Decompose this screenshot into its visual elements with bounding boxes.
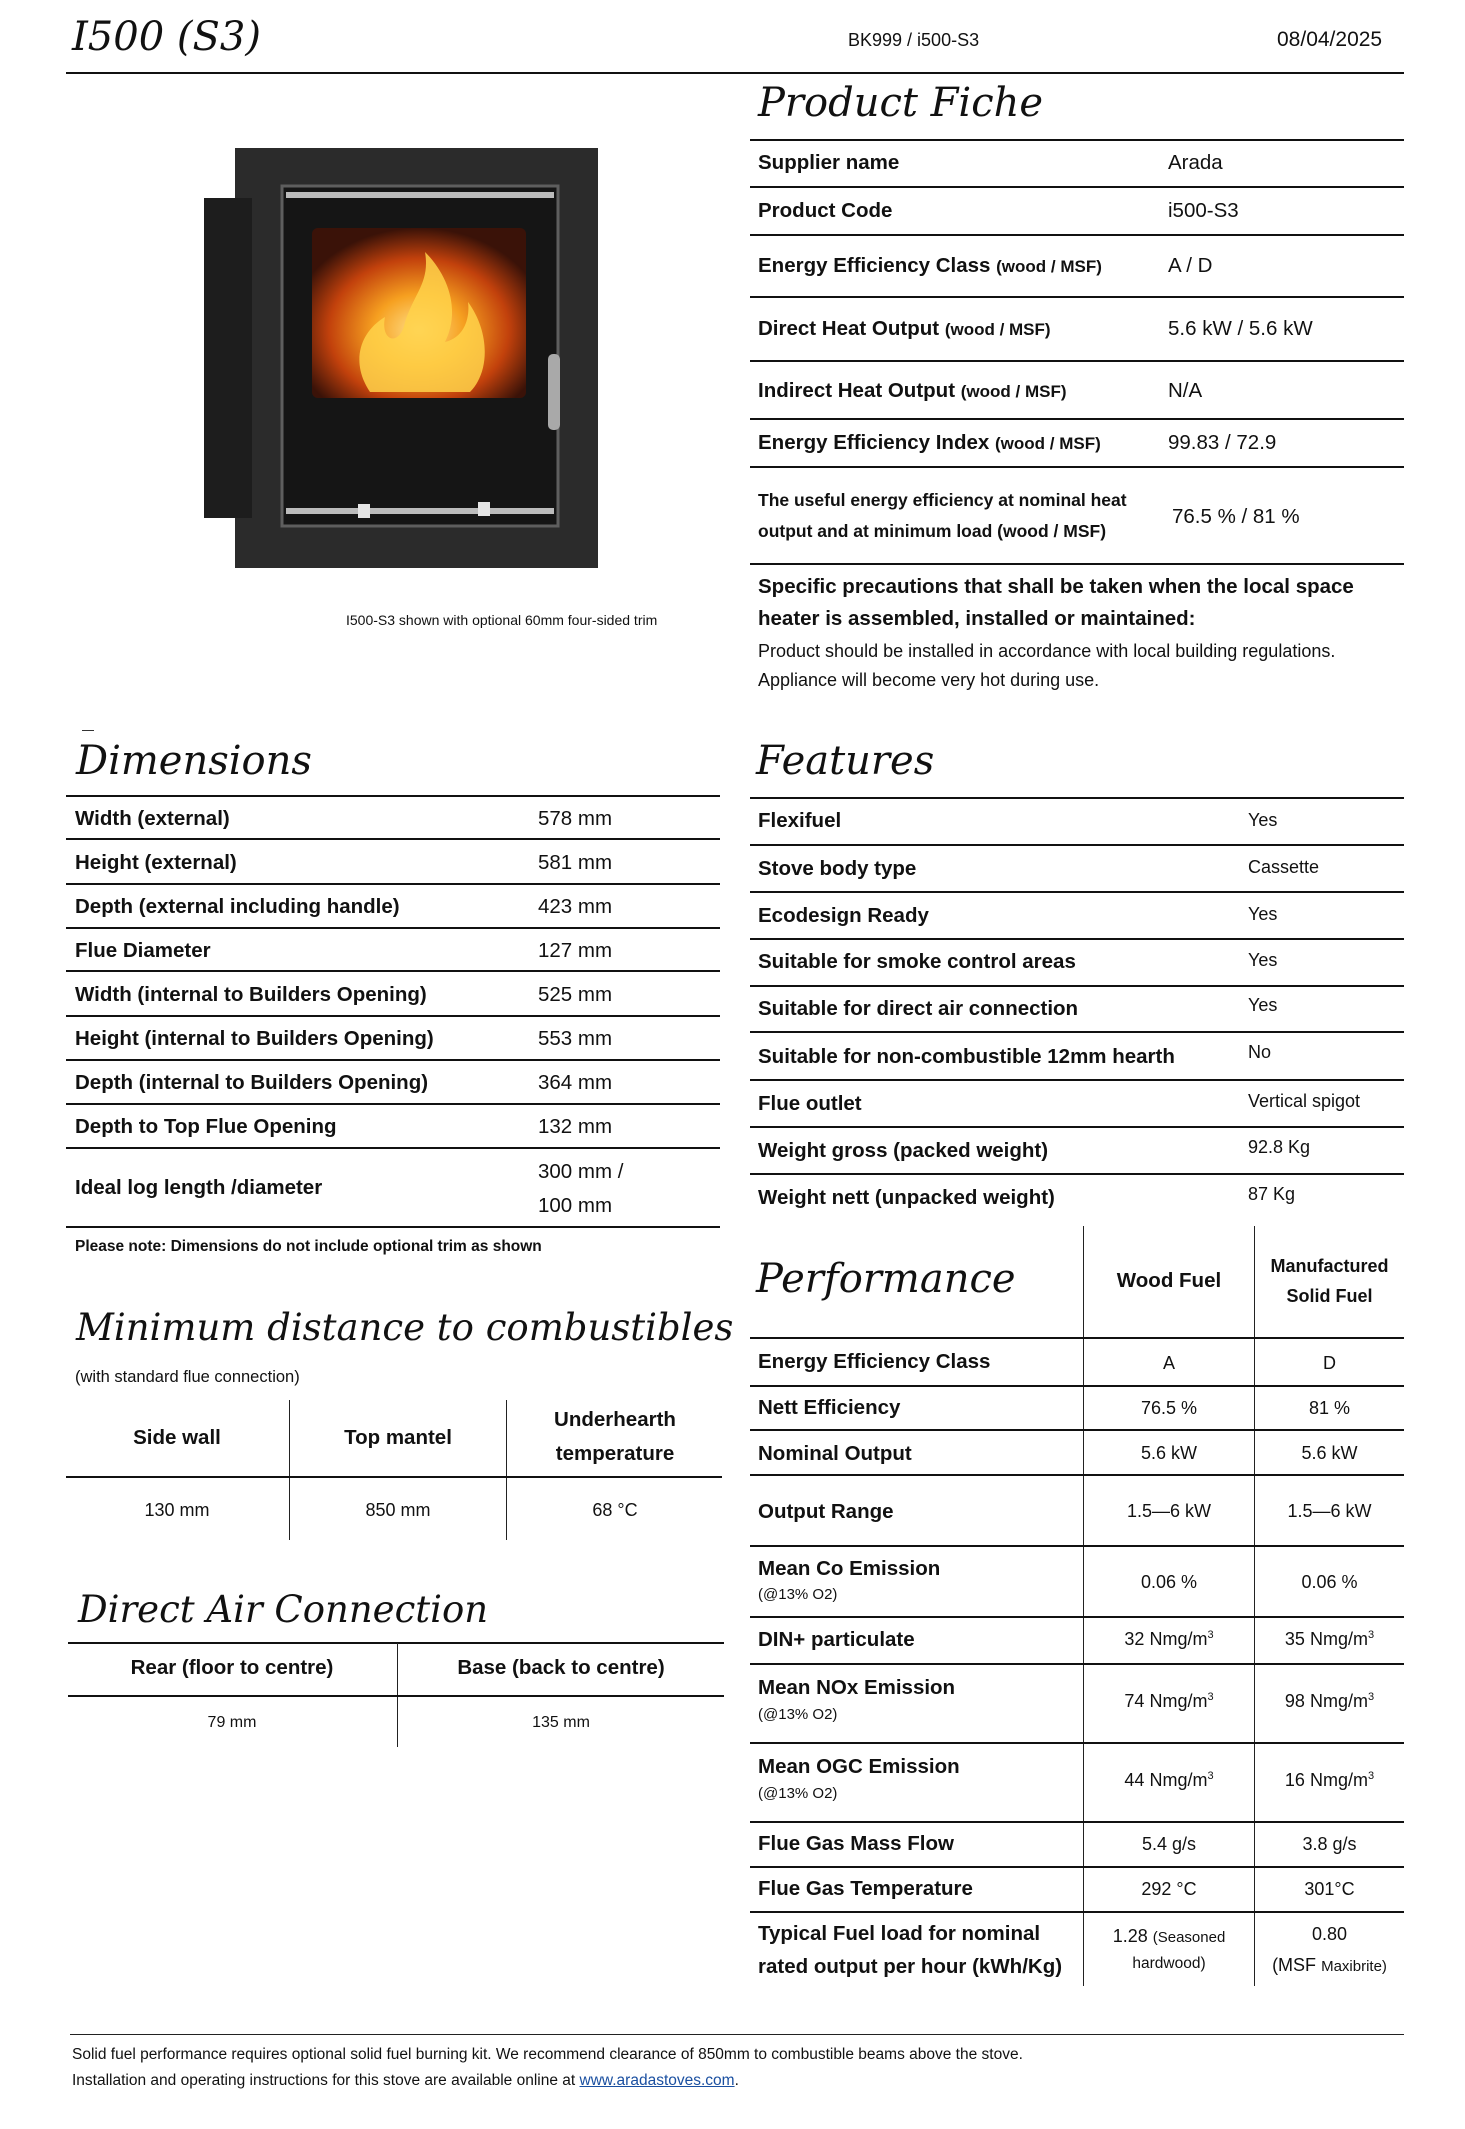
direct-air-top-rule	[68, 1642, 724, 1644]
dimensions-dash	[82, 730, 94, 731]
fiche-row-supplier-value: Arada	[1168, 151, 1223, 174]
dim-row-value: 525 mm	[538, 983, 613, 1006]
perf-row-wood: 1.5—6 kW	[1126, 1501, 1212, 1521]
dim-row-label: Height (internal to Builders Opening)	[75, 1027, 434, 1050]
image-caption: I500-S3 shown with optional 60mm four-sided trim	[346, 612, 658, 628]
perf-wood-text: 74 Nmg/m	[1124, 1691, 1208, 1711]
perf-fuel-wood-value: 1.28	[1112, 1926, 1148, 1946]
unit-superscript: 3	[1367, 1691, 1375, 1703]
dimensions-title: Dimensions	[76, 738, 312, 784]
performance-top-rule	[750, 1337, 1404, 1339]
perf-row-msf: 5.6 kW	[1301, 1443, 1358, 1463]
perf-row-wood: A	[1162, 1353, 1175, 1373]
features-title: Features	[756, 738, 935, 784]
dimensions-top-rule	[66, 795, 720, 797]
perf-row-sub: (@13% O2)	[758, 1706, 838, 1723]
perf-rule	[750, 1821, 1404, 1823]
feature-rule	[750, 985, 1404, 987]
perf-fuel-msf-2	[1255, 1955, 1404, 1976]
fiche-rule	[750, 234, 1404, 236]
feature-row-value: Yes	[1248, 950, 1278, 970]
fiche-rule	[750, 418, 1404, 420]
feature-row-label: Weight gross (packed weight)	[758, 1139, 1049, 1162]
performance-col-msf-1: Manufactured	[1270, 1256, 1389, 1276]
perf-row-label: Flue Gas Mass Flow	[758, 1832, 954, 1855]
feature-row-value: 87 Kg	[1248, 1184, 1296, 1204]
feature-row-label: Flue outlet	[758, 1092, 862, 1115]
perf-row-msf	[1255, 1629, 1404, 1650]
perf-rule	[750, 1545, 1404, 1547]
unit-superscript: 3	[1367, 1629, 1375, 1641]
direct-air-header-base: Base (back to centre)	[457, 1656, 665, 1679]
feature-row-label: Weight nett (unpacked weight)	[758, 1186, 1055, 1209]
perf-row-label: DIN+ particulate	[758, 1628, 915, 1651]
dim-row-value: 423 mm	[538, 895, 613, 918]
dim-row-label: Width (internal to Builders Opening)	[75, 983, 427, 1006]
feature-rule	[750, 844, 1404, 846]
min-distance-header-top: Top mantel	[344, 1426, 452, 1449]
direct-air-value-base: 135 mm	[532, 1714, 590, 1731]
perf-msf-text: 35 Nmg/m	[1284, 1629, 1368, 1649]
fiche-useful-line1: The useful energy efficiency at nominal heat	[758, 490, 1127, 510]
min-distance-value-top: 850 mm	[365, 1500, 431, 1520]
stove-bottom-bar	[286, 508, 554, 514]
fiche-row-code-label: Product Code	[758, 199, 893, 222]
min-distance-header-side: Side wall	[133, 1426, 221, 1449]
precautions-heading-1: Specific precautions that shall be taken when the local space	[758, 575, 1354, 598]
dim-row-label: Depth to Top Flue Opening	[75, 1115, 337, 1138]
perf-row-label: Flue Gas Temperature	[758, 1877, 973, 1900]
fiche-rule	[750, 360, 1404, 362]
feature-row-value: 92.8 Kg	[1248, 1137, 1311, 1157]
perf-row-label: Output Range	[758, 1500, 894, 1523]
website-link[interactable]: www.aradastoves.com	[579, 2072, 735, 2089]
performance-divider	[1083, 1226, 1084, 1986]
stove-image	[200, 142, 600, 574]
dim-row-label: Depth (external including handle)	[75, 895, 400, 918]
precautions-heading-2: heater is assembled, installed or maintained:	[758, 607, 1196, 630]
dim-row-value: 578 mm	[538, 807, 613, 830]
perf-rule	[750, 1385, 1404, 1387]
direct-air-rule	[68, 1695, 724, 1697]
feature-row-label: Ecodesign Ready	[758, 904, 929, 927]
fiche-row-indirect-label	[758, 379, 1067, 403]
dim-rule	[66, 1226, 720, 1228]
fiche-row-direct-label	[758, 317, 1051, 341]
footer-line-1: Solid fuel performance requires optional solid fuel burning kit. We recommend clearance of 850mm to combustible beams above the stove.	[72, 2046, 1023, 2063]
dim-row-value: 132 mm	[538, 1115, 613, 1138]
feature-row-value: Yes	[1248, 995, 1278, 1015]
unit-superscript: 3	[1207, 1629, 1214, 1641]
perf-row-label: Nett Efficiency	[758, 1396, 901, 1419]
dimensions-note: Please note: Dimensions do not include optional trim as shown	[75, 1238, 542, 1255]
perf-rule	[750, 1616, 1404, 1618]
dim-row-label: Height (external)	[75, 851, 237, 874]
air-slider-left	[358, 504, 370, 518]
perf-rule	[750, 1474, 1404, 1476]
footer-rule	[70, 2034, 1404, 2035]
perf-row-wood: 0.06 %	[1140, 1572, 1198, 1592]
dim-rule	[66, 927, 720, 929]
perf-fuel-msf-note: Maxibrite)	[1321, 1958, 1387, 1975]
stove-body-side	[204, 198, 252, 518]
footer-line-2	[72, 2072, 739, 2090]
perf-row-msf: 3.8 g/s	[1302, 1834, 1357, 1854]
perf-row-label: Mean NOx Emission	[758, 1676, 956, 1699]
feature-row-value: No	[1248, 1042, 1272, 1062]
document-title: I500 (S3)	[72, 14, 261, 60]
dim-row-value: 127 mm	[538, 939, 613, 962]
feature-row-value: Yes	[1248, 810, 1278, 830]
perf-fuel-label-1: Typical Fuel load for nominal	[758, 1922, 1041, 1945]
fiche-row-class-label	[758, 254, 1102, 278]
perf-row-msf: D	[1323, 1353, 1336, 1373]
stove-top-bar	[286, 192, 554, 198]
perf-wood-text: 44 Nmg/m	[1124, 1770, 1208, 1790]
fiche-rule	[750, 466, 1404, 468]
performance-col-msf-2: Solid Fuel	[1286, 1286, 1373, 1306]
air-slider-right	[478, 502, 490, 516]
feature-row-value: Vertical spigot	[1248, 1091, 1361, 1111]
min-distance-divider	[506, 1400, 507, 1540]
fiche-row-index-value: 99.83 / 72.9	[1168, 431, 1277, 454]
perf-row-msf	[1255, 1770, 1404, 1791]
perf-fuel-wood-2: hardwood)	[1132, 1955, 1206, 1972]
perf-row-label: Energy Efficiency Class	[758, 1350, 991, 1373]
perf-fuel-wood-note: (Seasoned	[1152, 1929, 1226, 1946]
perf-row-wood: 5.4 g/s	[1141, 1834, 1197, 1854]
fiche-rule	[750, 186, 1404, 188]
perf-rule	[750, 1429, 1404, 1431]
perf-fuel-label-2: rated output per hour (kWh/Kg)	[758, 1955, 1063, 1978]
feature-row-label: Suitable for non-combustible 12mm hearth	[758, 1045, 1175, 1068]
dim-rule	[66, 883, 720, 885]
perf-rule	[750, 1742, 1404, 1744]
min-distance-header-underhearth: Underhearth	[554, 1408, 676, 1431]
unit-superscript: 3	[1367, 1770, 1375, 1782]
fiche-rule	[750, 296, 1404, 298]
fiche-row-class-value: A / D	[1168, 254, 1213, 277]
perf-row-msf: 0.06 %	[1301, 1572, 1358, 1592]
min-distance-value-underhearth: 68 °C	[592, 1500, 638, 1520]
fiche-row-code-value: i500-S3	[1168, 199, 1239, 222]
perf-row-label: Mean OGC Emission	[758, 1755, 960, 1778]
performance-title: Performance	[756, 1256, 1016, 1302]
fiche-row-direct-qual: (wood / MSF)	[944, 320, 1051, 339]
dim-rule	[66, 970, 720, 972]
feature-rule	[750, 1126, 1404, 1128]
dim-rule	[66, 1103, 720, 1105]
feature-rule	[750, 1031, 1404, 1033]
min-distance-rule	[66, 1476, 722, 1478]
perf-row-label: Mean Co Emission	[758, 1557, 941, 1580]
dim-row-label: Width (external)	[75, 807, 230, 830]
dim-rule	[66, 838, 720, 840]
dim-rule	[66, 1059, 720, 1061]
feature-row-label: Stove body type	[758, 857, 917, 880]
perf-row-msf: 301°C	[1304, 1879, 1355, 1899]
feature-row-label: Suitable for smoke control areas	[758, 950, 1076, 973]
unit-superscript: 3	[1207, 1770, 1214, 1782]
direct-air-value-rear: 79 mm	[207, 1714, 257, 1731]
fiche-row-class-qual: (wood / MSF)	[996, 257, 1102, 276]
perf-rule	[750, 1911, 1404, 1913]
feature-rule	[750, 938, 1404, 940]
feature-row-value: Cassette	[1248, 857, 1320, 877]
dim-row-label: Flue Diameter	[75, 939, 211, 962]
header-rule	[66, 72, 1404, 74]
performance-col-wood: Wood Fuel	[1116, 1269, 1222, 1292]
perf-rule	[750, 1663, 1404, 1665]
precautions-text-1: Product should be installed in accordance with local building regulations.	[758, 641, 1336, 661]
perf-fuel-wood-1	[1084, 1926, 1254, 1947]
footer-period: .	[734, 2072, 739, 2089]
dim-log-value-1: 300 mm /	[538, 1160, 624, 1183]
perf-row-msf: 1.5—6 kW	[1287, 1501, 1372, 1521]
unit-superscript: 3	[1207, 1691, 1214, 1703]
performance-divider	[1254, 1226, 1255, 1986]
fiche-row-indirect-qual: (wood / MSF)	[960, 382, 1067, 401]
perf-row-wood	[1084, 1691, 1254, 1712]
fiche-row-supplier-label: Supplier name	[758, 151, 900, 174]
min-distance-header-underhearth-2: temperature	[555, 1442, 675, 1465]
perf-wood-text: 32 Nmg/m	[1124, 1629, 1208, 1649]
perf-row-sub: (@13% O2)	[758, 1586, 838, 1603]
fiche-row-class-text: Energy Efficiency Class	[758, 254, 991, 277]
perf-msf-text: 16 Nmg/m	[1284, 1770, 1368, 1790]
features-top-rule	[750, 797, 1404, 799]
fiche-useful-line2: output and at minimum load (wood / MSF)	[758, 521, 1107, 541]
dim-row-value: 581 mm	[538, 851, 613, 874]
dim-row-value: 553 mm	[538, 1027, 613, 1050]
precautions-text-2: Appliance will become very hot during use.	[758, 670, 1100, 690]
perf-row-wood: 76.5 %	[1140, 1398, 1198, 1418]
feature-rule	[750, 891, 1404, 893]
stove-handle	[548, 354, 560, 430]
perf-row-wood	[1084, 1770, 1254, 1791]
fiche-row-indirect-value: N/A	[1168, 379, 1203, 402]
fiche-row-index-qual: (wood / MSF)	[994, 434, 1101, 453]
perf-row-label: Nominal Output	[758, 1442, 912, 1465]
dim-log-label: Ideal log length /diameter	[75, 1176, 323, 1199]
product-fiche-title: Product Fiche	[758, 80, 1044, 126]
dim-row-value: 364 mm	[538, 1071, 613, 1094]
dim-rule	[66, 1015, 720, 1017]
perf-msf-text: 98 Nmg/m	[1284, 1691, 1368, 1711]
document-date: 08/04/2025	[1277, 28, 1383, 51]
fiche-rule	[750, 563, 1404, 565]
feature-rule	[750, 1079, 1404, 1081]
footer-line-2-text: Installation and operating instructions for this stove are available online at	[72, 2072, 576, 2089]
min-distance-value-side: 130 mm	[144, 1500, 210, 1520]
min-distance-title: Minimum distance to combustibles	[76, 1306, 734, 1349]
perf-row-msf: 81 %	[1308, 1398, 1351, 1418]
fiche-row-index-label	[758, 431, 1101, 455]
perf-fuel-msf-1: 0.80	[1311, 1924, 1348, 1944]
direct-air-title: Direct Air Connection	[78, 1588, 489, 1631]
min-distance-subtitle: (with standard flue connection)	[75, 1368, 300, 1386]
feature-row-label: Suitable for direct air connection	[758, 997, 1079, 1020]
perf-row-wood	[1084, 1629, 1254, 1650]
fiche-row-direct-text: Direct Heat Output	[758, 317, 940, 340]
perf-row-sub: (@13% O2)	[758, 1785, 838, 1802]
perf-row-msf	[1255, 1691, 1404, 1712]
feature-rule	[750, 1173, 1404, 1175]
direct-air-header-rear: Rear (floor to centre)	[130, 1656, 334, 1679]
fiche-top-rule	[750, 139, 1404, 141]
fiche-row-index-text: Energy Efficiency Index	[758, 431, 990, 454]
perf-rule	[750, 1866, 1404, 1868]
feature-row-value: Yes	[1248, 904, 1278, 924]
perf-fuel-msf-prefix: (MSF	[1272, 1955, 1317, 1975]
perf-row-wood: 292 °C	[1141, 1879, 1197, 1899]
dim-rule	[66, 1147, 720, 1149]
product-reference: BK999 / i500-S3	[848, 30, 980, 50]
fiche-useful-value: 76.5 % / 81 %	[1172, 505, 1300, 528]
dim-row-label: Depth (internal to Builders Opening)	[75, 1071, 429, 1094]
fiche-row-indirect-text: Indirect Heat Output	[758, 379, 956, 402]
perf-row-wood: 5.6 kW	[1140, 1443, 1197, 1463]
fiche-row-direct-value: 5.6 kW / 5.6 kW	[1168, 317, 1313, 340]
feature-row-label: Flexifuel	[758, 809, 842, 832]
dim-log-value-2: 100 mm	[538, 1194, 613, 1217]
